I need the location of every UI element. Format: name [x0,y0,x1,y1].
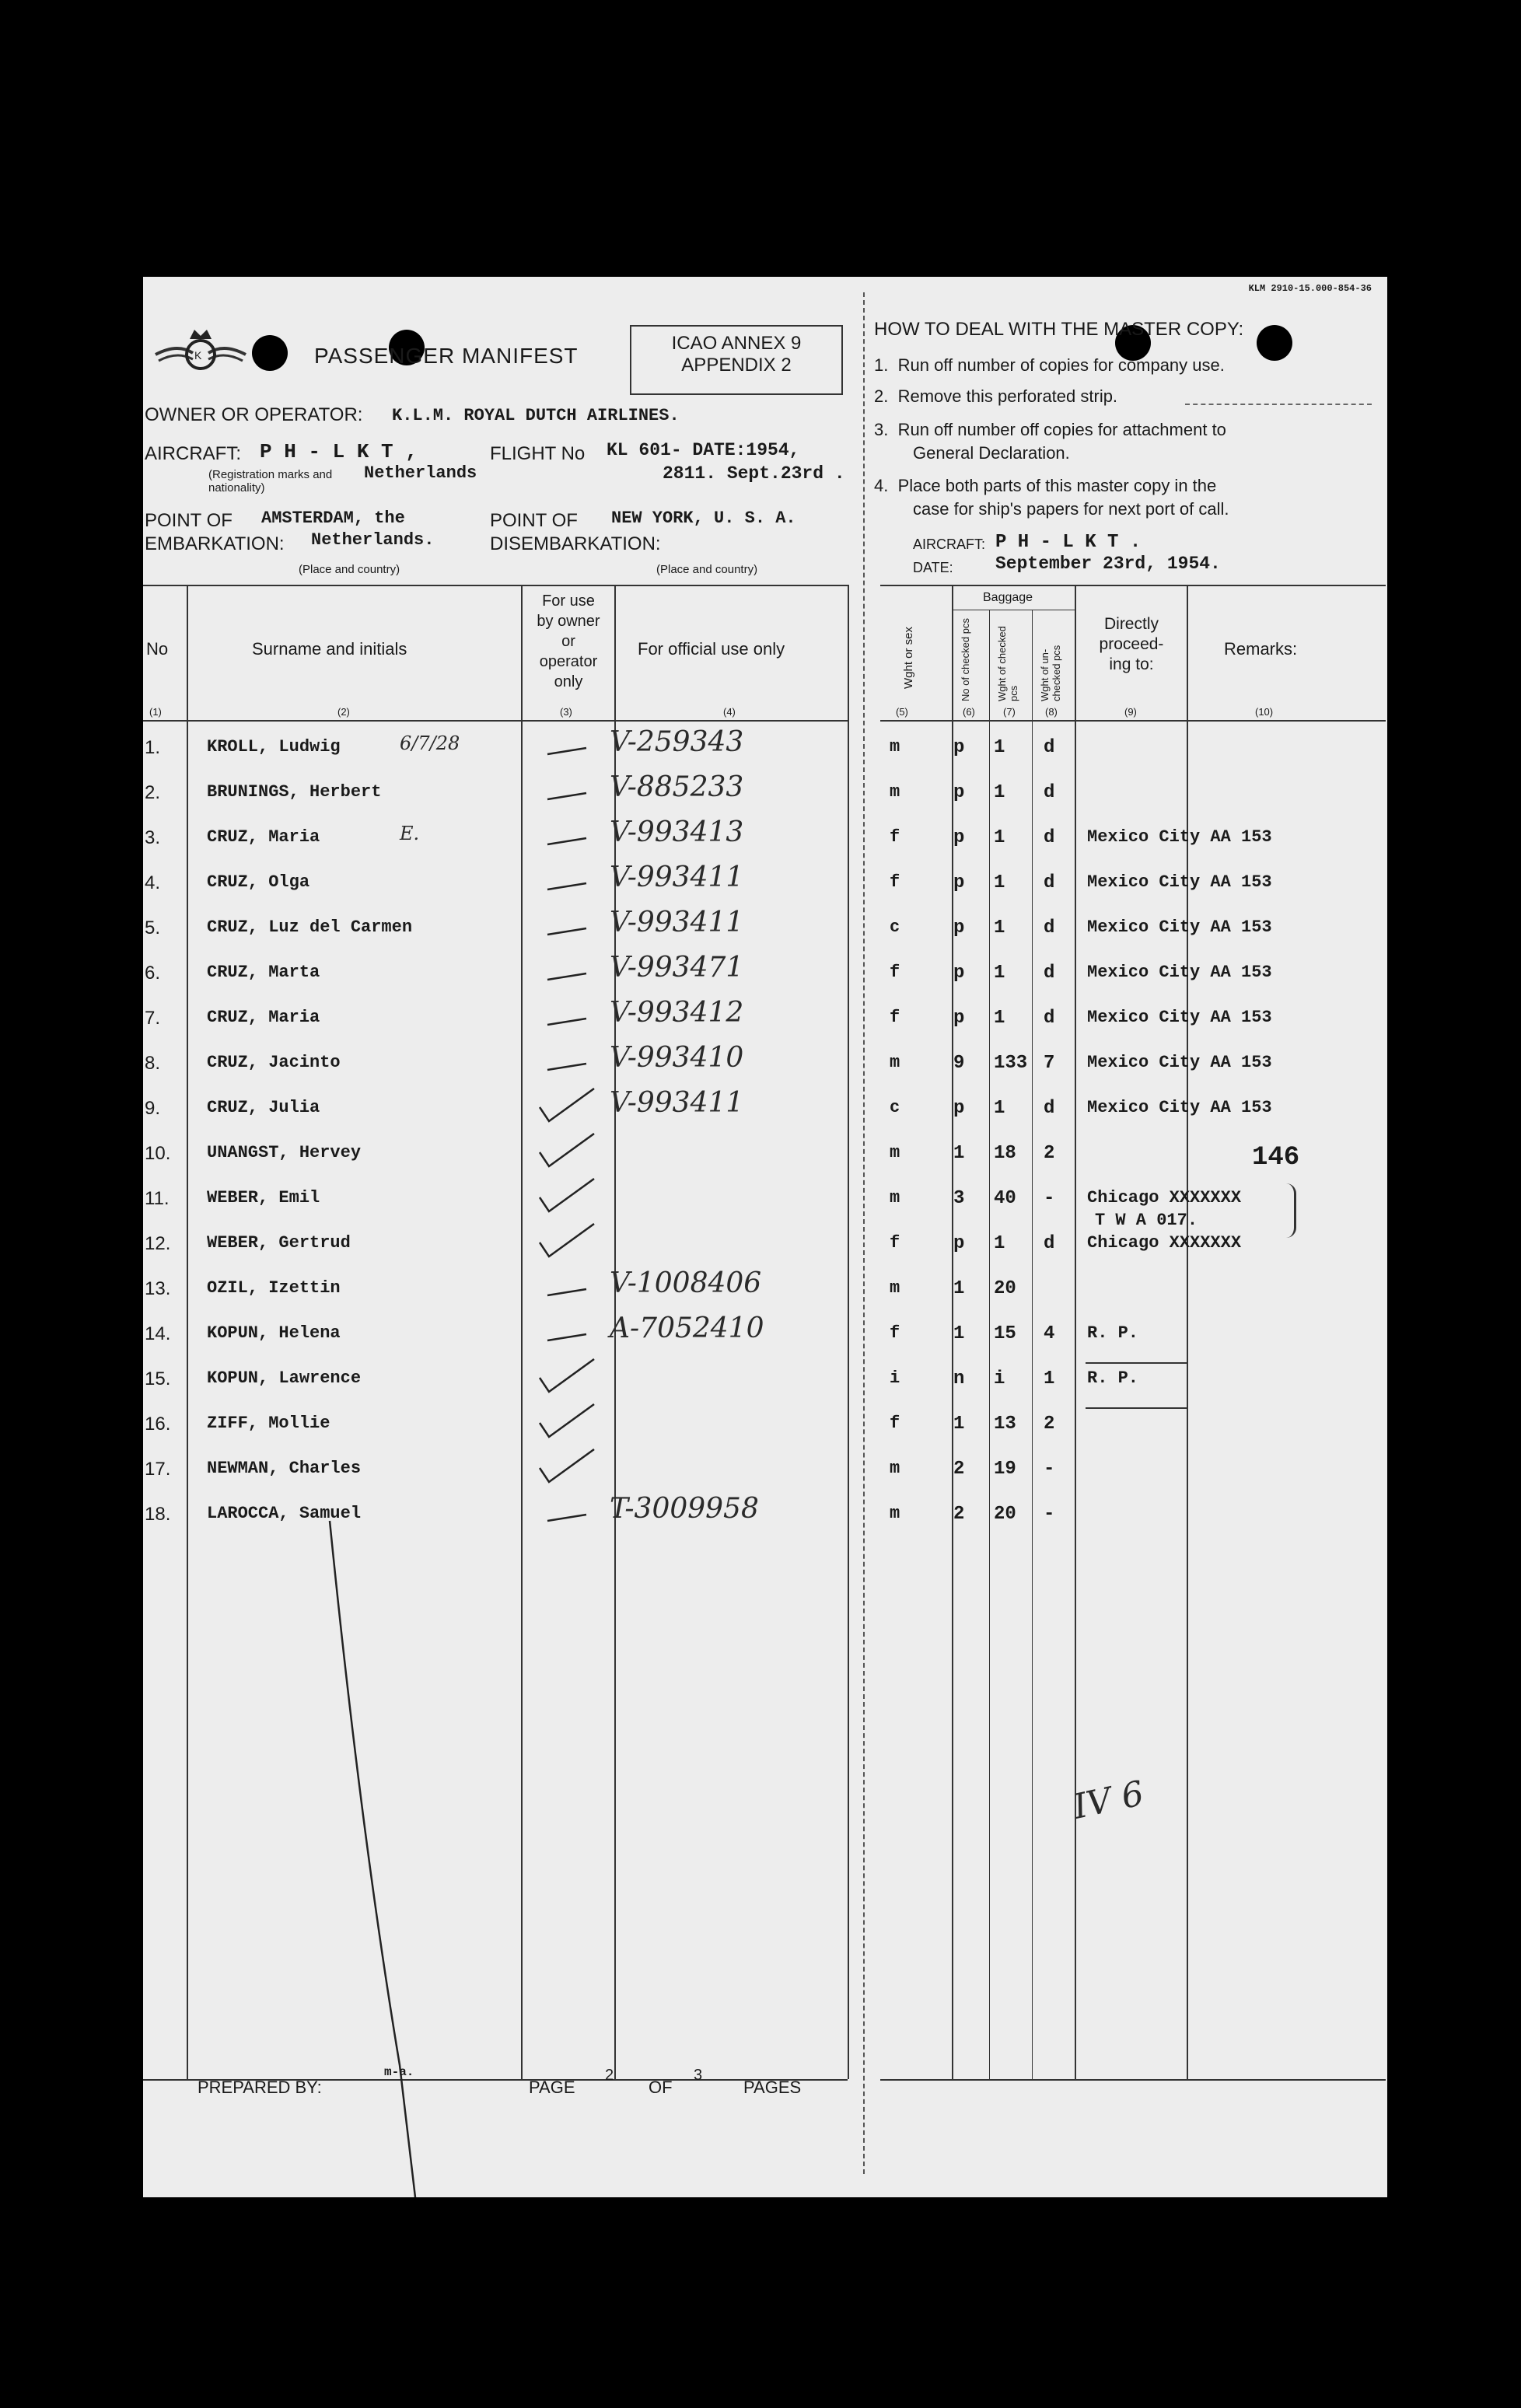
checked-weight: 20 [994,1504,1016,1525]
passenger-name: OZIL, Izettin [207,1278,341,1298]
page-label: PAGE [529,2078,575,2097]
checked-pieces: 1 [953,1278,965,1299]
embarkation-place-hint: (Place and country) [299,563,400,576]
col-header-directly-line: ing to: [1109,655,1154,673]
official-visa-number: V-885233 [610,771,744,803]
passenger-name: KOPUN, Lawrence [207,1368,362,1388]
instructions-title: HOW TO DEAL WITH THE MASTER COPY: [874,319,1244,340]
unchecked-weight: 7 [1044,1053,1055,1074]
passenger-sex: i [890,1368,900,1388]
passenger-number: 6. [145,963,161,984]
passenger-name: WEBER, Gertrud [207,1233,351,1253]
passenger-sex: m [890,1143,900,1162]
passenger-name: BRUNINGS, Herbert [207,782,382,802]
unchecked-weight: 1 [1044,1368,1055,1389]
col-header-official: For official use only [638,639,785,659]
instruction-number: 4. [874,476,889,495]
passenger-number: 17. [145,1459,171,1480]
official-visa-number: A-7052410 [610,1312,764,1344]
col-header-owner-line: or [561,633,575,650]
passenger-name: WEBER, Emil [207,1188,320,1207]
passenger-number: 5. [145,917,161,938]
icao-line-2: APPENDIX 2 [681,355,792,376]
instruction-text: Run off number of copies for company use. [897,355,1225,375]
official-visa-number: V-993411 [610,861,744,893]
checked-weight: i [994,1368,1005,1389]
official-visa-number: V-993471 [610,952,744,984]
passenger-sex: m [890,782,900,802]
col-number: (6) [963,706,975,718]
aircraft-value: P H - L K T , [260,440,418,463]
passenger-number: 9. [145,1098,161,1119]
destination: Chicago XXXXXXX [1087,1188,1242,1207]
unchecked-weight: d [1044,827,1055,848]
aircraft-label: AIRCRAFT: [145,443,242,464]
passenger-number: 15. [145,1368,171,1389]
checked-weight: 20 [994,1278,1016,1299]
official-visa-number: V-1008406 [610,1267,762,1299]
passenger-sex: c [890,917,900,937]
embarkation-value-2: Netherlands. [311,530,435,550]
checked-pieces: 3 [953,1188,965,1209]
checked-pieces: 2 [953,1504,965,1525]
embarkation-label-2: EMBARKATION: [145,533,285,554]
unchecked-weight: d [1044,917,1055,938]
checked-pieces: p [953,737,965,758]
passenger-name: CRUZ, Luz del Carmen [207,917,413,937]
passenger-sex: f [890,872,900,892]
passenger-sex: f [890,1233,900,1253]
checked-weight: 1 [994,827,1005,848]
col-header-surname: Surname and initials [252,639,407,659]
col-header-owner-line: For use [542,592,595,610]
strip-date-label: DATE: [913,560,953,575]
col-header-wght-sex: Wght or sex [902,626,915,689]
unchecked-weight: d [1044,1098,1055,1119]
passenger-number: 7. [145,1008,161,1029]
passenger-number: 10. [145,1143,171,1164]
checked-pieces: 1 [953,1323,965,1344]
col-header-no: No [146,639,169,659]
checked-pieces: p [953,1098,965,1119]
margin-handwritten-note: IV 6 [1069,1774,1148,1827]
unchecked-weight: d [1044,963,1055,984]
col-header-owner-line: only [554,673,583,690]
unchecked-weight: 4 [1044,1323,1055,1344]
col-header-owner-line: operator [539,653,598,670]
destination: R. P. [1087,1368,1139,1388]
checked-pieces: p [953,827,965,848]
instruction-number: 1. [874,355,889,375]
col-number: (4) [723,706,736,718]
passenger-number: 2. [145,782,161,803]
passenger-name: KROLL, Ludwig [207,737,341,757]
col-number: (2) [337,706,350,718]
passenger-sex: c [890,1098,900,1117]
passenger-note: 6/7/28 [400,732,460,754]
instruction-number: 2. [874,386,889,406]
passenger-number: 8. [145,1053,161,1074]
disembarkation-label-2: DISEMBARKATION: [490,533,661,554]
checked-weight: 1 [994,1233,1005,1254]
passenger-number: 1. [145,737,161,758]
flight-date-value: 2811. Sept.23rd . [663,463,845,484]
passenger-note: E. [400,823,420,844]
destination: R. P. [1087,1323,1139,1343]
unchecked-weight: d [1044,1233,1055,1254]
unchecked-weight: - [1044,1459,1055,1480]
official-visa-number: V-993413 [610,816,744,848]
passenger-name: CRUZ, Maria [207,1008,320,1027]
unchecked-weight: - [1044,1188,1055,1209]
page-value: 2 [605,2067,614,2084]
passenger-number: 11. [145,1188,170,1209]
col-header-directly-line: Directly [1103,615,1159,633]
destination: Mexico City AA 153 [1087,827,1272,847]
manifest-sheet [143,277,1387,2197]
checked-pieces: n [953,1368,965,1389]
passenger-name: LAROCCA, Samuel [207,1504,362,1523]
passenger-number: 16. [145,1414,171,1435]
passenger-number: 12. [145,1233,171,1254]
disembarkation-value: NEW YORK, U. S. A. [611,509,796,528]
col-header-baggage: Baggage [983,591,1033,604]
unchecked-weight: 2 [1044,1414,1055,1435]
pen-stroke [143,277,1387,2197]
checked-pieces: 2 [953,1459,965,1480]
passenger-sex: m [890,1459,900,1478]
remark: 146 [1252,1143,1300,1173]
checked-weight: 1 [994,1098,1005,1119]
official-visa-number: V-993410 [610,1042,744,1074]
destination: Mexico City AA 153 [1087,963,1272,982]
registration-label: (Registration marks and nationality) [208,468,333,495]
passenger-sex: m [890,1053,900,1072]
prepared-by-value: m-a. [384,2065,414,2079]
col-number: (9) [1124,706,1137,718]
passenger-sex: m [890,1188,900,1207]
col-number: (8) [1045,706,1058,718]
checked-pieces: p [953,872,965,893]
destination: Chicago XXXXXXX [1087,1233,1242,1253]
svg-text:K: K [194,349,202,362]
passenger-sex: f [890,1323,900,1343]
manifest-title: PASSENGER MANIFEST [314,344,579,368]
disembarkation-place-hint: (Place and country) [656,563,758,576]
checked-weight: 19 [994,1459,1016,1480]
passenger-sex: f [890,1008,900,1027]
icao-line-1: ICAO ANNEX 9 [671,333,802,354]
col-header-directly-line: proceed- [1099,635,1164,653]
passenger-number: 3. [145,827,161,848]
official-visa-number: V-993411 [610,907,744,938]
checked-pieces: p [953,917,965,938]
checked-pieces: p [953,782,965,803]
unchecked-weight: 2 [1044,1143,1055,1164]
destination: Mexico City AA 153 [1087,1053,1272,1072]
passenger-number: 13. [145,1278,171,1299]
col-number: (1) [149,706,162,718]
checked-weight: 1 [994,872,1005,893]
col-header-wght-checked: Wght of checked pcs [996,626,1019,701]
checked-weight: 18 [994,1143,1016,1164]
passenger-sex: f [890,1414,900,1433]
flight-label: FLIGHT No [490,443,586,464]
col-header-checked-pcs: No of checked pcs [960,618,971,701]
checked-pieces: p [953,1233,965,1254]
checked-weight: 1 [994,963,1005,984]
official-visa-number: V-993411 [610,1087,744,1119]
disembarkation-label-1: POINT OF [490,510,578,531]
passenger-sex: f [890,963,900,982]
col-number: (10) [1255,706,1274,718]
col-header-owner-line: by owner [537,613,600,630]
passenger-name: NEWMAN, Charles [207,1459,362,1478]
unchecked-weight: d [1044,1008,1055,1029]
checked-pieces: 9 [953,1053,965,1074]
instruction-number: 3. [874,420,889,439]
destination: Mexico City AA 153 [1087,1098,1272,1117]
checked-weight: 13 [994,1414,1016,1435]
official-visa-number: V-993412 [610,997,744,1029]
owner-value: K.L.M. ROYAL DUTCH AIRLINES. [392,406,680,425]
checked-weight: 1 [994,782,1005,803]
passenger-sex: m [890,1278,900,1298]
col-header-remarks: Remarks: [1224,639,1298,659]
checked-pieces: p [953,963,965,984]
col-number: (5) [896,706,908,718]
owner-label: OWNER OR OPERATOR: [145,404,363,425]
col-header-wght-unchecked: Wght of un-checked pcs [1039,645,1062,701]
checked-weight: 15 [994,1323,1016,1344]
strip-aircraft-label: AIRCRAFT: [913,536,986,552]
unchecked-weight: d [1044,872,1055,893]
checked-weight: 1 [994,917,1005,938]
embarkation-label-1: POINT OF [145,510,233,531]
embarkation-value-1: AMSTERDAM, the [261,509,405,528]
instruction-text-cont: General Declaration. [913,443,1070,463]
instruction-text: Run off number off copies for attachment to [897,420,1226,439]
prepared-by-label: PREPARED BY: [198,2078,322,2097]
flight-value: KL 601- DATE:1954, [607,440,800,460]
checked-weight: 1 [994,737,1005,758]
passenger-name: ZIFF, Mollie [207,1414,330,1433]
passenger-name: KOPUN, Helena [207,1323,341,1343]
unchecked-weight: d [1044,737,1055,758]
strip-aircraft-value: P H - L K T . [995,532,1142,553]
checked-weight: 133 [994,1053,1028,1074]
of-value: 3 [694,2067,703,2084]
official-visa-number: T-3009958 [610,1493,759,1525]
checked-pieces: p [953,1008,965,1029]
col-number: (7) [1003,706,1016,718]
instruction-text-cont: case for ship's papers for next port of call. [913,499,1229,519]
twa-connection: T W A 017. [1095,1211,1198,1230]
passenger-sex: m [890,1504,900,1523]
passenger-number: 4. [145,872,161,893]
checked-weight: 1 [994,1008,1005,1029]
passenger-name: CRUZ, Olga [207,872,310,892]
unchecked-weight: - [1044,1504,1055,1525]
destination: Mexico City AA 153 [1087,1008,1272,1027]
strip-date-value: September 23rd, 1954. [995,554,1221,574]
checked-pieces: 1 [953,1414,965,1435]
instruction-text: Remove this perforated strip. [897,386,1118,406]
nationality-value: Netherlands [364,463,477,483]
form-code: KLM 2910-15.000-854-36 [1248,283,1372,294]
official-visa-number: V-259343 [610,726,744,758]
passenger-number: 18. [145,1504,171,1525]
destination: Mexico City AA 153 [1087,917,1272,937]
col-number: (3) [560,706,572,718]
passenger-name: CRUZ, Maria [207,827,320,847]
passenger-name: UNANGST, Hervey [207,1143,362,1162]
unchecked-weight: d [1044,782,1055,803]
checked-pieces: 1 [953,1143,965,1164]
passenger-sex: m [890,737,900,757]
instruction-text: Place both parts of this master copy in the [897,476,1217,495]
passenger-number: 14. [145,1323,171,1344]
pages-label: PAGES [743,2078,802,2097]
checked-weight: 40 [994,1188,1016,1209]
passenger-sex: f [890,827,900,847]
destination: Mexico City AA 153 [1087,872,1272,892]
passenger-name: CRUZ, Julia [207,1098,320,1117]
passenger-name: CRUZ, Jacinto [207,1053,341,1072]
of-label: OF [649,2078,673,2097]
passenger-name: CRUZ, Marta [207,963,320,982]
